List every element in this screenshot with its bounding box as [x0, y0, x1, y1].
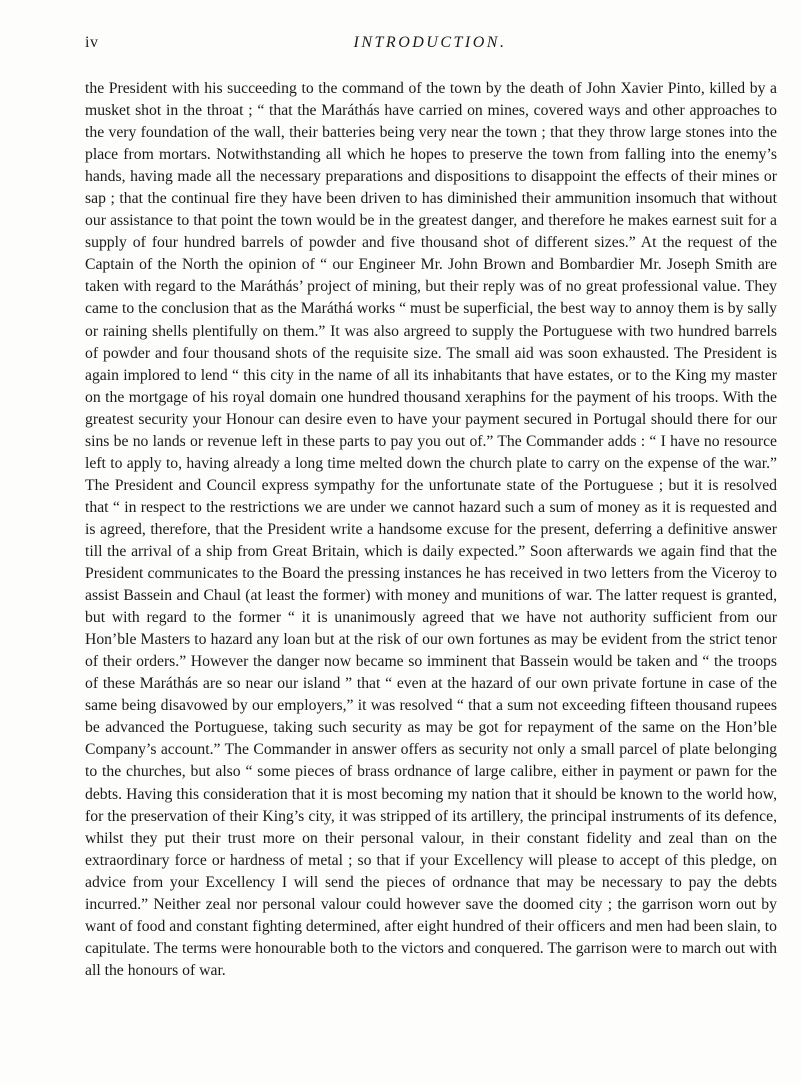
page-header — [85, 34, 775, 60]
body-paragraph: the President with his succeeding to the command of the town by the death of John Xavier Pinto, killed by a musket shot in the throat ; “ that the Maráthás have carried on mines, covered ways and other approaches to the very foundation of the wall, their batteries being very near the town ; that they throw large stones into the place from mortars. Notwithstanding all which he hopes to preserve the town from falling into the enemy’s hands, having made all the necessary preparations and dispositions to disappoint the effects of their mines or sap ; that the continual fire they have been driven to has diminished their ammunition insomuch that without our assistance to that point the town would be in the greatest danger, and therefore he makes earnest suit for a supply of four hundred barrels of powder and five thousand shot of different sizes.” At the request of the Captain of the North the opinion of “ our Engineer Mr. John Brown and Bombardier Mr. Joseph Smith are taken with regard to the Maráthás’ project of mining, but their reply was of no great professional value. They came to the conclusion that as the Maráthá works “ must be superficial, the best way to annoy them is by sally or raining shells plentifully on them.” It was also argreed to supply the Portuguese with two hundred barrels of powder and four thousand shots of the requisite size. The small aid was soon exhausted. The President is again implored to lend “ this city in the name of all its inhabitants that have estates, or to the King my master on the mortgage of his royal domain one hundred thousand xeraphins for the payment of his troops. With the greatest security your Honour can desire even to have your payment secured in Portugal should there for our sins be no lands or revenue left in these parts to pay you out of.” The Commander adds : “ I have no resource left to apply to, having already a long time melted down the church plate to carry on the expense of the war.” The President and Council express sympathy for the unfortunate state of the Portuguese ; but it is resolved that “ in respect to the restrictions we are under we cannot hazard such a sum of money as it is requested and is agreed, therefore, that the President write a handsome excuse for the present, deferring a definitive answer till the arrival of a ship from Great Britain, which is daily expected.” Soon afterwards we again find that the President communicates to the Board the pressing instances he has received in two letters from the Viceroy to assist Bassein and Chaul (at least the former) with money and munitions of war. The latter request is granted, but with regard to the former “ it is unanimously agreed that we have not authority sufficient from our Hon’ble Masters to hazard any loan but at the risk of our own fortunes as may be evident from the strict tenor of their orders.” However the danger now became so imminent that Bassein would be taken and “ the troops of these Maráthás are so near our island ” that “ even at the hazard of our own private fortune in case of the same being disavowed by our employers,” it was resolved “ that a sum not exceeding fifteen thousand rupees be advanced the Portuguese, taking such security as may be got for repayment of the same on the Hon’ble Company’s account.” The Commander in answer offers as security not only a small parcel of plate belonging to the churches, but also “ some pieces of brass ordnance of large calibre, either in payment or pawn for the debts. Having this consideration that it is most becoming my nation that it should be known to the world how, for the preservation of their King’s city, it was stripped of its artillery, the principal instruments of its defence, whilst they put their trust more on their personal valour, in their constant fidelity and zeal than on the extraordinary force or hardness of metal ; so that if your Excellency will please to accept of this pledge, on advice from your Excellency I will send the pieces of ordnance that may be necessary to pay the debts incurred.” Neither zeal nor personal valour could however save the doomed city ; the garrison worn out by want of food and constant fighting determined, after eight hundred of their officers and men had been slain, to capitulate. The terms were honourable both to the victors and conquered. The garrison were to march out with all the honours of war. — [85, 80, 777, 979]
running-title: INTRODUCTION. — [353, 34, 507, 51]
page-number: iv — [85, 34, 99, 51]
